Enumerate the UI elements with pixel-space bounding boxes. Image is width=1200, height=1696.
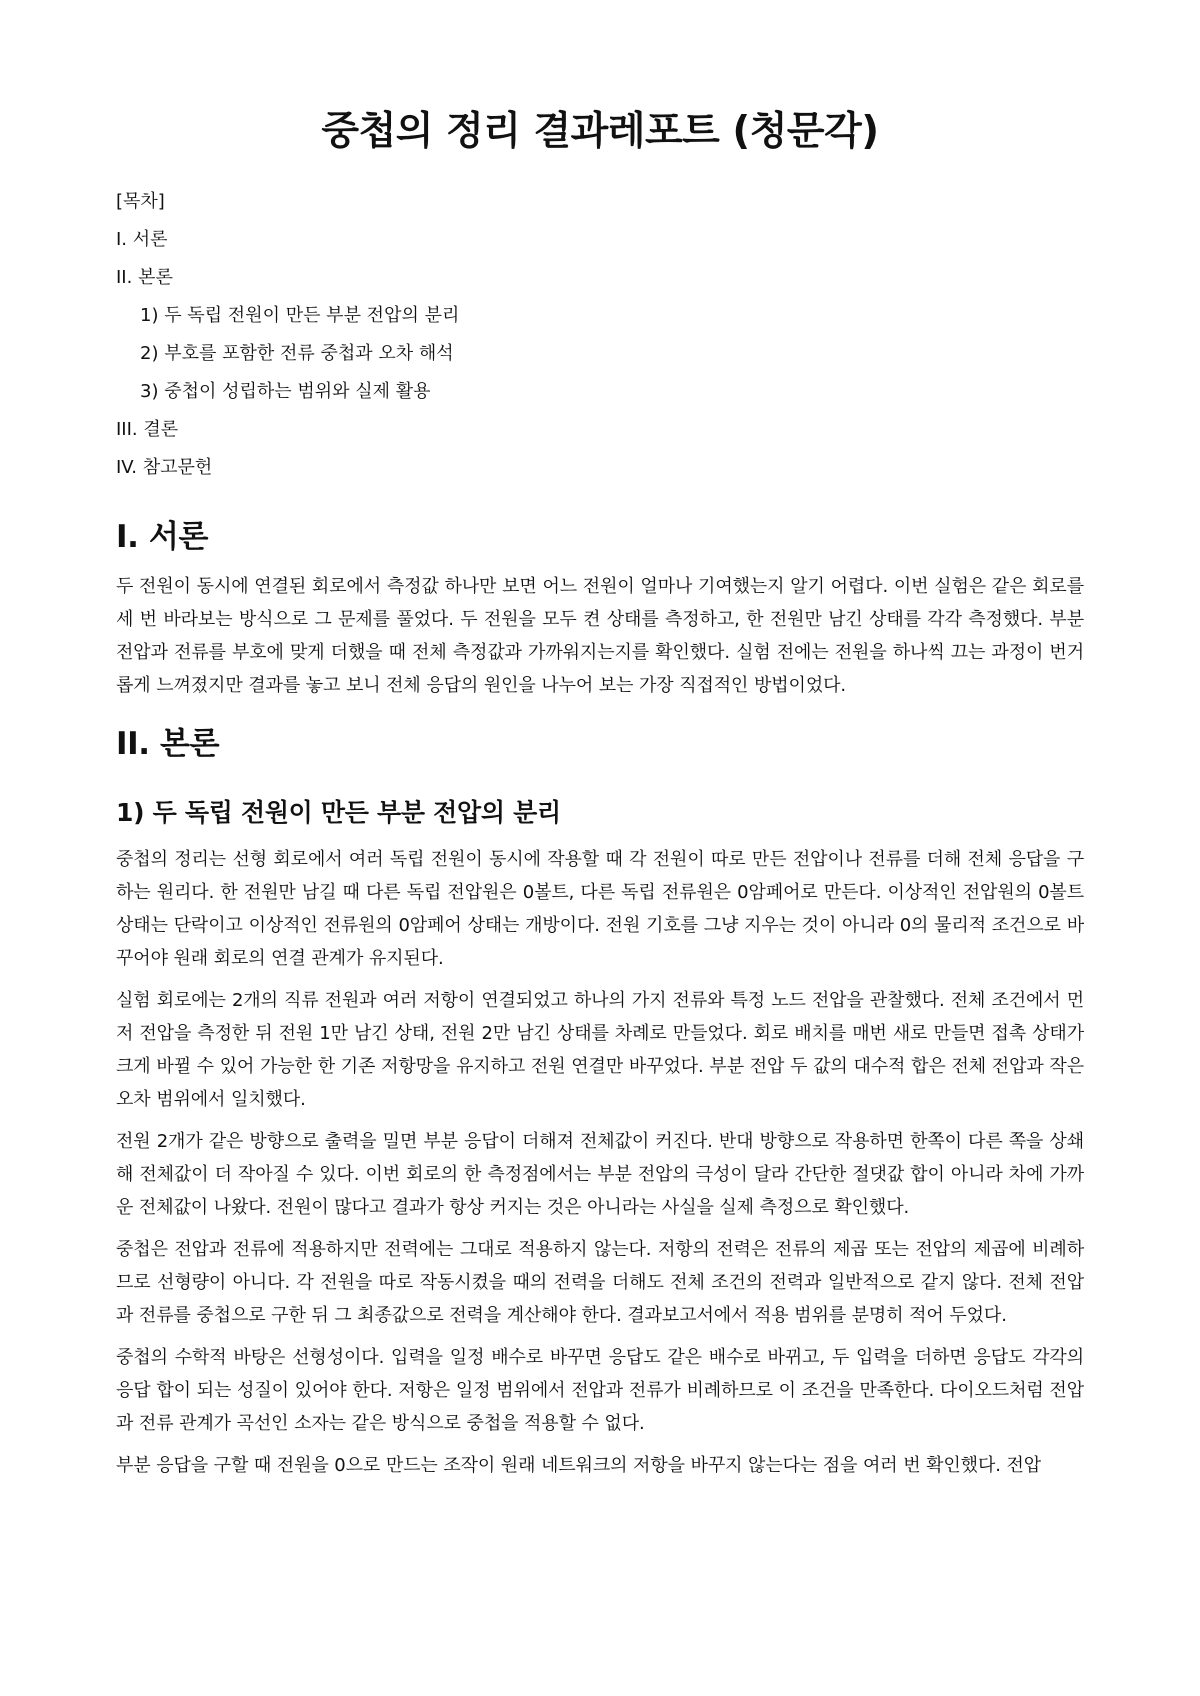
toc-item-introduction: I. 서론 <box>116 228 168 250</box>
subsection-1-paragraph-2: 실험 회로에는 2개의 직류 전원과 여러 저항이 연결되었고 하나의 가지 전류와 특정 노드 전압을 관찰했다. 전체 조건에서 먼저 전압을 측정한 뒤 전원 1만 남긴 상태, 전원 2만 남긴 상태를 차례로 만들었다. 회로 배치를 매번 새로 만들면 접촉 상태가 크게 바뀔 수 있어 가능한 한 기존 저항망을 유지하고 전원 연결만 바꾸었다. 부분 전압 두 값의 대수적 합은 전체 전압과 작은 오차 범위에서 일치했다. <box>116 989 1084 1110</box>
toc-heading: [목차] <box>116 190 165 212</box>
toc-item-body-part-1: 1) 두 독립 전원이 만든 부분 전압의 분리 <box>140 304 460 326</box>
toc-item-conclusion: III. 결론 <box>116 418 179 440</box>
subsection-1-paragraph-1: 중첩의 정리는 선형 회로에서 여러 독립 전원이 동시에 작용할 때 각 전원이 따로 만든 전압이나 전류를 더해 전체 응답을 구하는 원리다. 한 전원만 남길 때 다른 독립 전압원은 0볼트, 다른 독립 전류원은 0암페어로 만든다. 이상적인 전압원의 0볼트 상태는 단락이고 이상적인 전류원의 0암페어 상태는 개방이다. 전원 기호를 그냥 지우는 것이 아니라 0의 물리적 조건으로 바꾸어야 원래 회로의 연결 관계가 유지된다. <box>116 848 1084 969</box>
subsection-1-heading: 1) 두 독립 전원이 만든 부분 전압의 분리 <box>116 797 561 827</box>
introduction-heading: I. 서론 <box>116 518 208 555</box>
toc-item-body-part-2: 2) 부호를 포함한 전류 중첩과 오차 해석 <box>140 342 454 364</box>
toc-item-body: II. 본론 <box>116 266 173 288</box>
toc-item-references: IV. 참고문헌 <box>116 456 213 478</box>
document-title: 중첩의 정리 결과레포트 (청문각) <box>321 109 879 154</box>
toc-item-body-part-3: 3) 중첩이 성립하는 범위와 실제 활용 <box>140 380 431 402</box>
table-of-contents <box>116 183 1084 487</box>
introduction-section <box>116 515 1084 702</box>
subsection-1-paragraph-4: 중첩은 전압과 전류에 적용하지만 전력에는 그대로 적용하지 않는다. 저항의 전력은 전류의 제곱 또는 전압의 제곱에 비례하므로 선형량이 아니다. 각 전원을 따로 작동시켰을 때의 전력을 더해도 전체 조건의 전력과 일반적으로 같지 않다. 전체 전압과 전류를 중첩으로 구한 뒤 그 최종값으로 전력을 계산해야 한다. 결과보고서에서 적용 범위를 분명히 적어 두었다. <box>116 1238 1084 1326</box>
subsection-1-paragraph-6: 부분 응답을 구할 때 전원을 0으로 만드는 조작이 원래 네트워크의 저항을 바꾸지 않는다는 점을 여러 번 확인했다. 전압 <box>116 1454 1042 1476</box>
body-heading: II. 본론 <box>116 725 220 762</box>
subsection-1-paragraph-3: 전원 2개가 같은 방향으로 출력을 밀면 부분 응답이 더해져 전체값이 커진다. 반대 방향으로 작용하면 한쪽이 다른 쪽을 상쇄해 전체값이 더 작아질 수 있다. 이번 회로의 한 측정점에서는 부분 전압의 극성이 달라 간단한 절댓값 합이 아니라 차에 가까운 전체값이 나왔다. 전원이 많다고 결과가 항상 커지는 것은 아니라는 사실을 실제 측정으로 확인했다. <box>116 1130 1084 1218</box>
introduction-paragraph: 두 전원이 동시에 연결된 회로에서 측정값 하나만 보면 어느 전원이 얼마나 기여했는지 알기 어렵다. 이번 실험은 같은 회로를 세 번 바라보는 방식으로 그 문제를 풀었다. 두 전원을 모두 켠 상태를 측정하고, 한 전원만 남긴 상태를 각각 측정했다. 부분 전압과 전류를 부호에 맞게 더했을 때 전체 측정값과 가까워지는지를 확인했다. 실험 전에는 전원을 하나씩 끄는 과정이 번거롭게 느껴졌지만 결과를 놓고 보니 전체 응답의 원인을 나누어 보는 가장 직접적인 방법이었다. <box>116 575 1084 696</box>
body-section <box>116 722 1084 1482</box>
subsection-1-paragraph-5: 중첩의 수학적 바탕은 선형성이다. 입력을 일정 배수로 바꾸면 응답도 같은 배수로 바뀌고, 두 입력을 더하면 응답도 각각의 응답 합이 되는 성질이 있어야 한다. 저항은 일정 범위에서 전압과 전류가 비례하므로 이 조건을 만족한다. 다이오드처럼 전압과 전류 관계가 곡선인 소자는 같은 방식으로 중첩을 적용할 수 없다. <box>116 1346 1084 1434</box>
